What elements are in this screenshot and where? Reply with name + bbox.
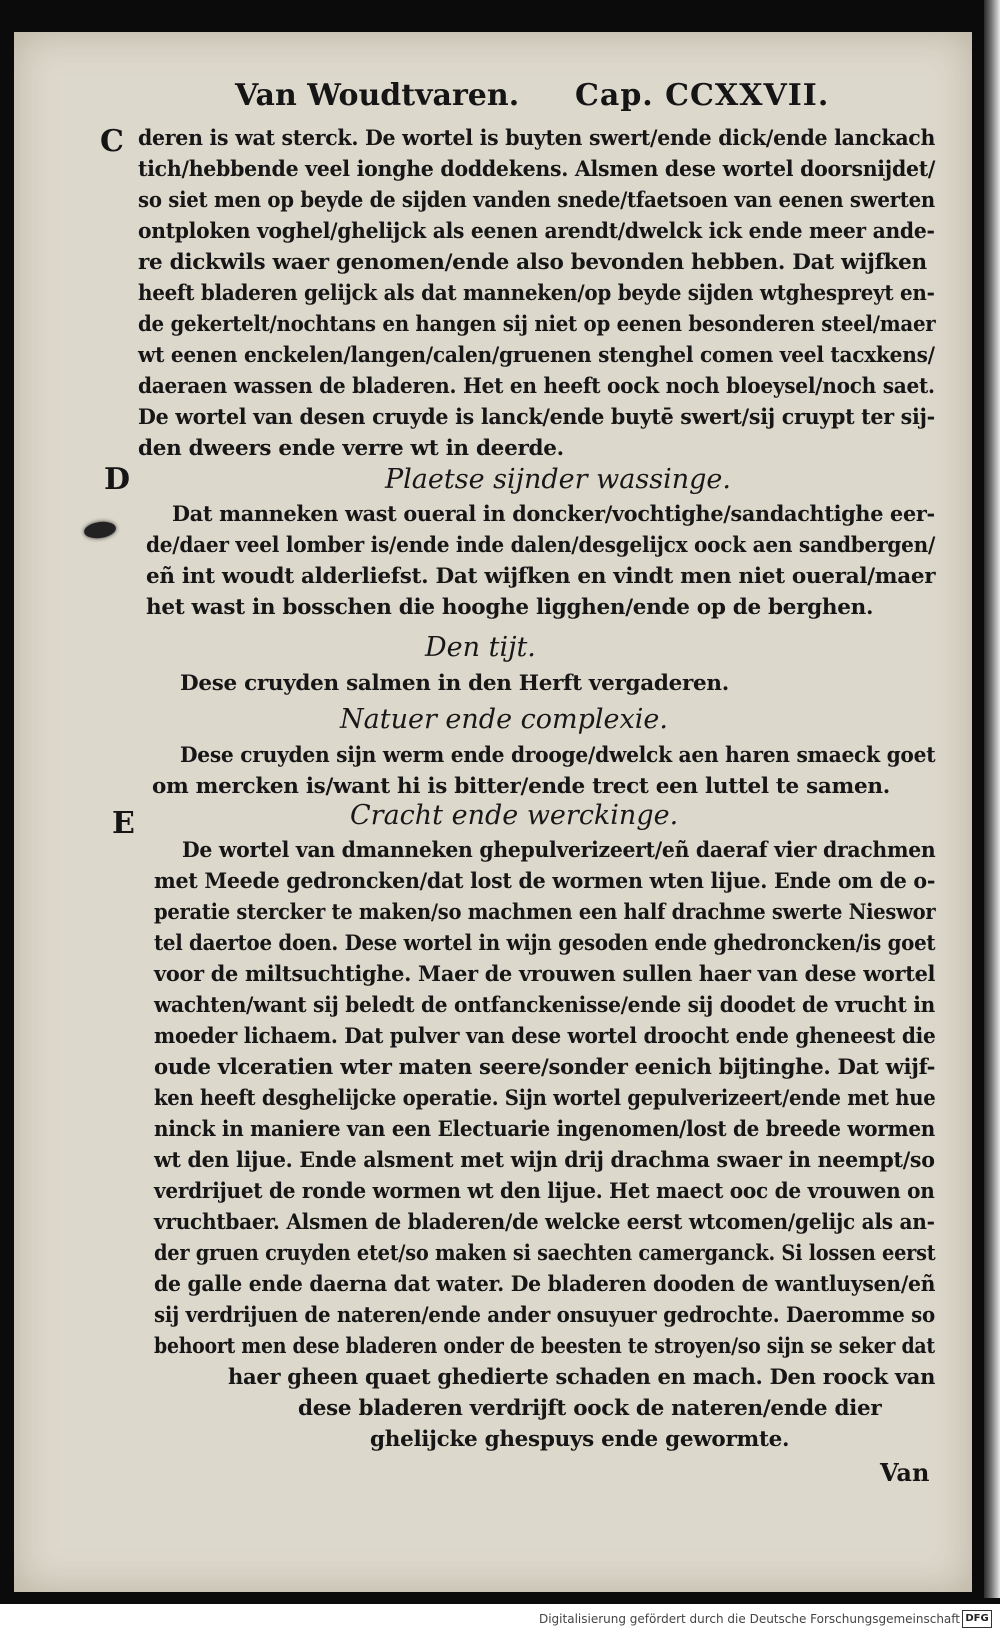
natuer-line: Dese cruyden sijn werm ende drooge/dwelck aen haren smaeck goet <box>180 743 936 768</box>
block-e-line: ninck in maniere van een Electuarie ingenomen/lost de breede wormen <box>154 1117 936 1142</box>
heading-cracht: Cracht ende werckinge. <box>350 800 679 831</box>
block-c-line: wt eenen enckelen/langen/calen/gruenen stenghel comen veel tacxkens/ <box>138 343 935 368</box>
block-e-line: de galle ende daerna dat water. De bladeren dooden de wantluysen/eñ <box>154 1272 936 1297</box>
block-d-line: de/daer veel lomber is/ende inde dalen/desgelijcx oock aen sandbergen/ <box>146 533 936 558</box>
block-e-line: peratie stercker te maken/so machmen een half drachme swerte Nieswor <box>154 900 936 925</box>
block-e-line: verdrijuet de ronde wormen wt den lijue. Het maect ooc de vrouwen on <box>154 1179 935 1204</box>
block-c-line: de gekertelt/nochtans en hangen sij niet op eenen besonderen steel/maer <box>138 312 936 337</box>
block-e-line: der gruen cruyden etet/so maken si saechten camerganck. Si lossen eerst <box>154 1241 936 1266</box>
block-e-line: haer gheen quaet ghedierte schaden en mach. Den roock van <box>228 1365 936 1390</box>
heading-plaetse: Plaetse sijnder wassinge. <box>385 464 731 495</box>
page-edge <box>984 0 1000 1598</box>
running-header <box>200 78 860 118</box>
block-d-line: Dat manneken wast oueral in doncker/vochtighe/sandachtighe eer- <box>172 502 935 527</box>
header-left: Van Woudtvaren. <box>235 78 520 113</box>
block-e-line: tel daertoe doen. Dese wortel in wijn gesoden ende ghedroncken/is goet <box>154 931 936 956</box>
block-c-line: ontploken voghel/ghelijck als eenen arendt/dwelck ick ende meer ande- <box>138 219 935 244</box>
margin-letter-d: D <box>104 462 131 497</box>
block-e-line: De wortel van dmanneken ghepulverizeert/eñ daeraf vier drachmen <box>182 838 936 863</box>
block-e-line: ghelijcke ghespuys ende gewormte. <box>370 1427 790 1452</box>
block-e-line: dese bladeren verdrijft oock de nateren/ende dier <box>298 1396 882 1421</box>
block-e-line: met Meede gedroncken/dat lost de wormen wten lijue. Ende om de o- <box>154 869 936 894</box>
block-e-line: moeder lichaem. Dat pulver van dese wortel droocht ende gheneest die <box>154 1024 936 1049</box>
block-e-line: sij verdrijuen de nateren/ende ander onsuyuer gedrochte. Daeromme so <box>154 1303 935 1328</box>
block-c-line: re dickwils waer genomen/ende also bevonden hebben. Dat wijfken <box>138 250 927 275</box>
block-e-line: oude vlceratien wter maten seere/sonder eenich bijtinghe. Dat wijf- <box>154 1055 936 1080</box>
heading-natuer: Natuer ende complexie. <box>340 704 668 735</box>
natuer-line: om mercken is/want hi is bitter/ende trect een luttel te samen. <box>152 774 890 799</box>
margin-letter-e: E <box>112 806 135 841</box>
block-e-line: voor de miltsuchtighe. Maer de vrouwen sullen haer van dese wortel <box>154 962 936 987</box>
heading-tijt: Den tijt. <box>425 632 536 663</box>
block-c-line: daeraen wassen de bladeren. Het en heeft oock noch bloeysel/noch saet. <box>138 374 935 399</box>
block-c-line: De wortel van desen cruyde is lanck/ende buytē swert/sij cruypt ter sij- <box>138 405 935 430</box>
footer-bar <box>0 1604 1000 1637</box>
block-c-line: deren is wat sterck. De wortel is buyten swert/ende dick/ende lanckach <box>138 126 936 151</box>
block-c-line: so siet men op beyde de sijden vanden snede/tfaetsoen van eenen swerten <box>138 188 935 213</box>
block-e-line: wachten/want sij beledt de ontfanckenisse/ende sij doodet de vrucht in <box>154 993 935 1018</box>
block-e-line: wt den lijue. Ende alsment met wijn drij drachma swaer in neempt/so <box>154 1148 935 1173</box>
block-c-line: heeft bladeren gelijck als dat manneken/op beyde sijden wtghespreyt en- <box>138 281 935 306</box>
block-e-line: behoort men dese bladeren onder de beesten te stroyen/so sijn se seker dat <box>154 1334 935 1359</box>
block-e-line: vruchtbaer. Alsmen de bladeren/de welcke eerst wtcomen/gelijc als an- <box>154 1210 935 1235</box>
block-c-line: tich/hebbende veel ionghe doddekens. Alsmen dese wortel doorsnijdet/ <box>138 157 936 182</box>
block-c-line: den dweers ende verre wt in deerde. <box>138 436 564 461</box>
header-right: Cap. CCXXVII. <box>575 78 830 113</box>
block-d-line: eñ int woudt alderliefst. Dat wijfken en vindt men niet oueral/maer <box>146 564 936 589</box>
footer-credit: Digitalisierung gefördert durch die Deutsche Forschungsgemeinschaft <box>538 1612 960 1626</box>
dfg-logo-icon: DFG <box>962 1610 992 1628</box>
catchword: Van <box>880 1458 930 1487</box>
margin-letter-c: C <box>100 124 124 159</box>
block-d-line: het wast in bosschen die hooghe ligghen/ende op de berghen. <box>146 595 874 620</box>
tijt-line: Dese cruyden salmen in den Herft vergaderen. <box>180 671 729 696</box>
block-e-line: ken heeft desghelijcke operatie. Sijn wortel gepulverizeert/ende met hue <box>154 1086 936 1111</box>
